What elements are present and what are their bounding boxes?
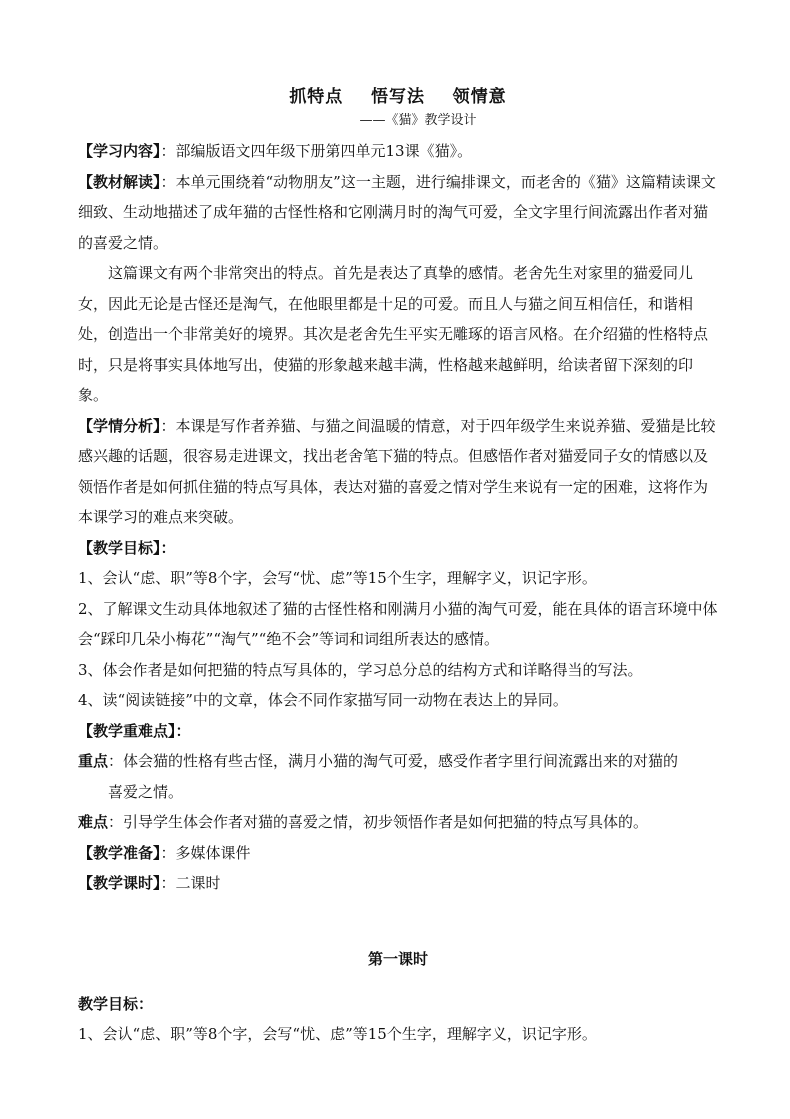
key-point-label: 重点 [78, 752, 109, 770]
key-point-paragraph [78, 746, 718, 777]
prep-label: 【教学准备】 [78, 843, 161, 862]
study-content-label: 【学习内容】 [78, 142, 161, 160]
difficulty-label: 难点 [78, 813, 109, 831]
goals-suffix: ： [160, 538, 176, 557]
key-points-heading [78, 716, 718, 747]
document-subtitle: ——《猫》教学设计 [359, 113, 477, 128]
hours-label: 【教学课时】 [78, 874, 161, 892]
goals-heading [78, 533, 718, 564]
lesson1-goal-1: 1、会认“虑、职”等8个字，会写“忧、虑”等15个生字，理解字义，识记字形。 [78, 1025, 597, 1043]
textbook-paragraph [78, 167, 718, 259]
section-gap [78, 899, 718, 929]
textbook-label: 【教材解读】 [78, 172, 161, 191]
study-content-text: ：部编版语文四年级下册第四单元13课《猫》。 [160, 142, 473, 160]
key-point-text: ：体会猫的性格有些古怪，满月小猫的淘气可爱，感受作者字里行间流露出来的对猫的 [108, 752, 679, 770]
key-point-text-continued: 喜爱之情。 [108, 782, 184, 801]
key-points-label: 【教学重难点】 [78, 721, 176, 740]
hours-text: ：二课时 [160, 874, 221, 892]
goal-item-3: 3、体会作者是如何把猫的特点写具体的，学习总分总的结构方式和详略得当的写法。 [78, 660, 643, 679]
goal-item-1: 1、会认“虑、职”等8个字，会写“忧、虑”等15个生字，理解字义，识记字形。 [78, 569, 597, 587]
key-points-suffix: ： [175, 721, 191, 740]
prep-paragraph [78, 838, 718, 869]
goal-item-2: 2、了解课文生动具体地叙述了猫的古怪性格和刚满月小猫的淘气可爱，能在具体的语言环境中体会“踩印几朵小梅花”“淘气”“绝不会”等词和词组所表达的感情。 [78, 599, 718, 648]
textbook-paragraph-2: 这篇课文有两个非常突出的特点。首先是表达了真挚的感情。老舍先生对家里的猫爱同儿女，因此无论是古怪还是淘气，在他眼里都是十足的可爱。而且人与猫之间互相信任，和谐相处，创造出一个非常美好的境界。其次是老舍先生平实无雕琢的语言风格。在介绍猫的性格特点时，只是将事实具体地写出，使猫的形象越来越丰满，性格越来越鲜明，给读者留下深刻的印象。 [78, 264, 709, 404]
analysis-label: 【学情分析】 [78, 416, 161, 435]
document-title: 抓特点 悟写法 领情意 [289, 87, 507, 107]
textbook-text: ：本单元围绕着“动物朋友”这一主题，进行编排课文，而老舍的《猫》这篇精读课文细致、生动地描述了成年猫的古怪性格和它刚满月时的淘气可爱，全文字里行间流露出作者对猫的喜爱之情。 [78, 172, 716, 252]
hours-paragraph [78, 868, 718, 899]
prep-text: ：多媒体课件 [160, 843, 251, 862]
lesson1-heading: 第一课时 [367, 949, 428, 968]
analysis-paragraph [78, 411, 718, 533]
goal-item-4: 4、读“阅读链接”中的文章，体会不同作家描写同一动物在表达上的异同。 [78, 691, 568, 709]
lesson1-goal-label: 教学目标： [78, 994, 154, 1013]
analysis-text: ：本课是写作者养猫、与猫之间温暖的情意，对于四年级学生来说养猫、爱猫是比较感兴趣的话题，很容易走进课文，找出老舍笔下猫的特点。但感悟作者对猫爱同子女的情感以及领悟作者是如何抓住猫的特点写具体，表达对猫的喜爱之情对学生来说有一定的困难，这将作为本课学习的难点来突破。 [78, 416, 716, 526]
difficulty-text: ：引导学生体会作者对猫的喜爱之情，初步领悟作者是如何把猫的特点写具体的。 [108, 813, 649, 831]
study-content-paragraph [78, 136, 718, 167]
goals-label: 【教学目标】 [78, 538, 161, 557]
difficulty-paragraph [78, 807, 718, 838]
document-page [78, 84, 718, 1050]
